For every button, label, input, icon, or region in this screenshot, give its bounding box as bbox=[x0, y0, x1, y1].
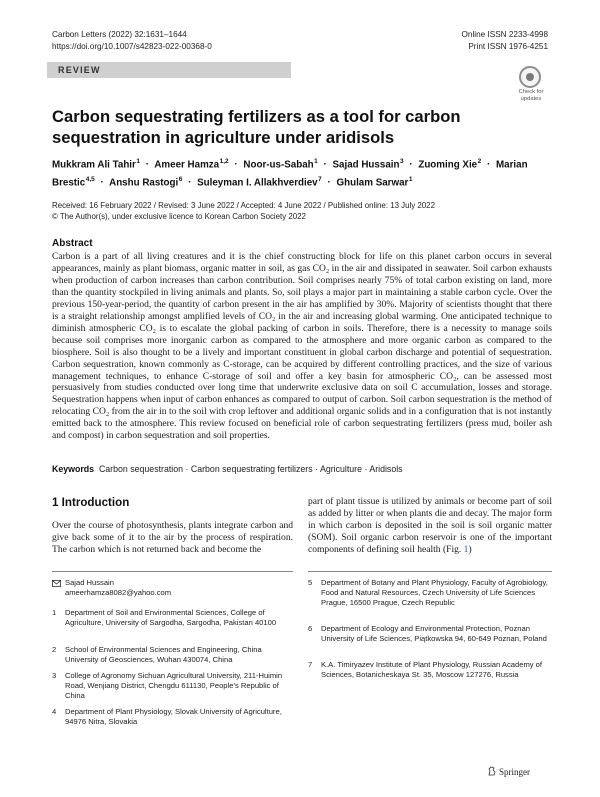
publisher-name: Springer bbox=[499, 767, 530, 777]
affiliation-text: College of Agronomy Sichuan Agricultural University, 211-Huimin Road, Wenjiang District, Chengdu 611130, People’s Republic of China bbox=[65, 671, 283, 700]
author-name[interactable]: Marian Brestic bbox=[52, 159, 528, 189]
springer-horse-icon bbox=[487, 766, 497, 776]
author-separator: · bbox=[327, 177, 331, 189]
journal-citation: Carbon Letters (2022) 32:1631–1644 bbox=[52, 30, 187, 39]
author-affiliation-sup: 3 bbox=[399, 158, 404, 165]
affiliation-7 bbox=[308, 660, 552, 692]
abstract-text: Carbon is a part of all living creatures and it is the chief constructing block for life on this planet carbon occurs in several appearances, mainly as plant biomass, organic matter in soil, as gas CO₂ in the air and dissipated in seawater. Soil carbon exhausts when production of carbon increases than carbon contribution. Soil comprises nearly 75% of total carbon existing on land, more than the quantity stockpiled in living animals and plants. So, soil plays a major part in maintaining a stable carbon cycle. Over the previous 150-year-period, the quantity of carbon present in the air has amplified by 30%. Majority of scientists thought that there is a straight relationship amongst amplified levels of CO₂ in the air and increasing global warming. One anticipated technique to diminish atmospheric CO₂ is to escalate the global packing of carbon in soils. Therefore, there is a necessity to manage soils because soil comprises more inorganic carbon as compared to the atmosphere and more organic carbon as compared to the biosphere. Soil is also thought to be a lively and important constituent in global carbon discharge and potential of sequestration. Carbon sequestration, known commonly as C-storage, can be acquired by different controlling practices, and the size of various management techniques, to enhance C-storage of soil and offer a key basin for atmospheric CO₂, can be assessed most persuasively from studies conducted over long time that underwrite exclusive data on soil C accumulation, losses and storage. Sequestration happens when input of carbon enhances as compared to output of carbon. Soil carbon sequestration is the method of relocating CO₂ from the air in to the soil with crop leftover and additional organic solids and in a configuration that is not instantly emitted back to the atmosphere. This review focused on beneficial role of carbon sequestrating fertilizers (press mud, boiler ash and compost) in carbon sequestration and soil properties. bbox=[52, 251, 552, 442]
author-affiliation-sup: 7 bbox=[318, 175, 322, 183]
print-issn: Print ISSN 1976-4251 bbox=[468, 42, 548, 51]
affiliation-1 bbox=[52, 608, 293, 640]
affiliation-4 bbox=[52, 707, 293, 729]
copyright-line: © The Author(s), under exclusive licence to Korean Carbon Society 2022 bbox=[52, 212, 306, 221]
history-dates: Received: 16 February 2022 / Revised: 3 June 2022 / Accepted: 4 June 2022 / Published online: 13 July 2022 bbox=[52, 201, 435, 210]
publisher-logo bbox=[487, 766, 567, 778]
author-email[interactable]: ameerhamza8082@yahoo.com bbox=[65, 588, 172, 597]
author-affiliation-sup: 6 bbox=[178, 175, 183, 183]
author-name[interactable]: Suleyman I. Allakhverdiev bbox=[197, 177, 318, 189]
author-separator: · bbox=[487, 159, 491, 171]
section-heading-introduction: 1 Introduction bbox=[52, 496, 130, 509]
footnote-rule-right bbox=[308, 571, 552, 572]
affiliation-number: 5 bbox=[308, 578, 313, 587]
author-affiliation-sup: 2 bbox=[477, 158, 482, 165]
article-dates bbox=[52, 200, 552, 222]
badge-line-1: Check for bbox=[518, 89, 544, 95]
author-separator: · bbox=[100, 177, 104, 189]
keywords-label: Keywords bbox=[52, 464, 95, 474]
author-separator: · bbox=[145, 159, 149, 171]
affiliation-number: 4 bbox=[52, 707, 57, 716]
correspondence bbox=[52, 578, 293, 600]
author-name[interactable]: Ameer Hamza bbox=[154, 159, 220, 171]
figure-ref-link[interactable]: 1 bbox=[463, 543, 469, 555]
author-separator: · bbox=[234, 159, 238, 171]
online-issn: Online ISSN 2233-4998 bbox=[461, 30, 548, 39]
author-affiliation-sup: 1 bbox=[314, 158, 318, 165]
intro-right-end: ) bbox=[468, 543, 472, 555]
affiliation-text: Department of Botany and Plant Physiology, Faculty of Agrobiology, Food and Natural Resources, Czech University of Life Sciences Prague, 16500 Prague, Czech Republic bbox=[321, 578, 548, 607]
affiliation-number: 2 bbox=[52, 645, 57, 654]
author-separator: · bbox=[188, 177, 192, 189]
keywords bbox=[52, 463, 552, 475]
affiliation-text: Department of Ecology and Environmental Protection, Poznan University of Life Sciences, Piątkowska 94, 60-649 Poznan, Poland bbox=[321, 624, 547, 643]
affiliation-number: 6 bbox=[308, 624, 313, 633]
doi-link[interactable]: https://doi.org/10.1007/s42823-022-00368-0 bbox=[52, 42, 212, 51]
intro-right-column bbox=[308, 496, 552, 556]
envelope-icon bbox=[52, 578, 61, 590]
keywords-list: Carbon sequestration · Carbon sequestrating fertilizers · Agriculture · Aridisols bbox=[98, 464, 403, 474]
affiliation-text: Department of Plant Physiology, Slovak University of Agriculture, 94976 Nitra, Slovakia bbox=[65, 707, 282, 726]
affiliation-text: Department of Soil and Environmental Sciences, College of Agriculture, University of Sargodha, Sargodha, Pakistan 40100 bbox=[65, 608, 277, 627]
footnote-rule-left bbox=[52, 571, 293, 572]
check-for-updates-badge[interactable] bbox=[512, 66, 550, 102]
author-name[interactable]: Mukkram Ali Tahir bbox=[52, 159, 136, 171]
intro-left-column: Over the course of photosynthesis, plants integrate carbon and give back some of it to the air by the process of respiration. The carbon which is not returned back and become the bbox=[52, 520, 293, 555]
affiliation-3 bbox=[52, 671, 293, 703]
intro-right-text: part of plant tissue is utilized by animals or become part of soil as added by litter or when plants die and decay. The major form in which carbon is deposited in the soil is soil organic matter (SOM). Soil organic carbon reservoir is one of the important components of defining soil health (Fig. bbox=[308, 496, 552, 555]
abstract-heading: Abstract bbox=[52, 238, 93, 249]
author-name[interactable]: Sajad Hussain bbox=[332, 159, 400, 171]
badge-line-2: updates bbox=[520, 95, 542, 102]
affiliation-text: School of Environmental Sciences and Engineering, China University of Geosciences, Wuhan 430074, China bbox=[65, 645, 262, 664]
affiliation-2 bbox=[52, 645, 293, 667]
author-separator: · bbox=[409, 159, 413, 171]
author-separator: · bbox=[323, 159, 327, 171]
author-list bbox=[52, 155, 532, 191]
affiliation-5 bbox=[308, 578, 552, 620]
author-name[interactable]: Noor-us-Sabah bbox=[243, 159, 314, 171]
affiliation-number: 3 bbox=[52, 671, 57, 680]
author-affiliation-sup: 1 bbox=[408, 175, 413, 183]
corresponding-author: Sajad Hussain bbox=[65, 578, 114, 587]
article-type-label: REVIEW bbox=[58, 65, 101, 75]
article-title: Carbon sequestrating fertilizers as a tool for carbon sequestration in agriculture under aridisols bbox=[52, 107, 461, 147]
check-for-updates-icon bbox=[519, 66, 541, 88]
author-affiliation-sup: 4,5 bbox=[85, 175, 95, 183]
author-affiliation-sup: 1,2 bbox=[219, 158, 229, 165]
affiliation-text: K.A. Timiryazev Institute of Plant Physiology, Russian Academy of Sciences, Botanicheskaya St. 35, Moscow 127276, Russia bbox=[321, 660, 543, 679]
affiliation-6 bbox=[308, 624, 552, 656]
author-affiliation-sup: 1 bbox=[136, 158, 140, 165]
author-name[interactable]: Ghulam Sarwar bbox=[336, 177, 409, 189]
affiliation-number: 7 bbox=[308, 660, 313, 669]
affiliation-number: 1 bbox=[52, 608, 57, 617]
author-name[interactable]: Zuoming Xie bbox=[418, 159, 478, 171]
author-name[interactable]: Anshu Rastogi bbox=[109, 177, 179, 189]
